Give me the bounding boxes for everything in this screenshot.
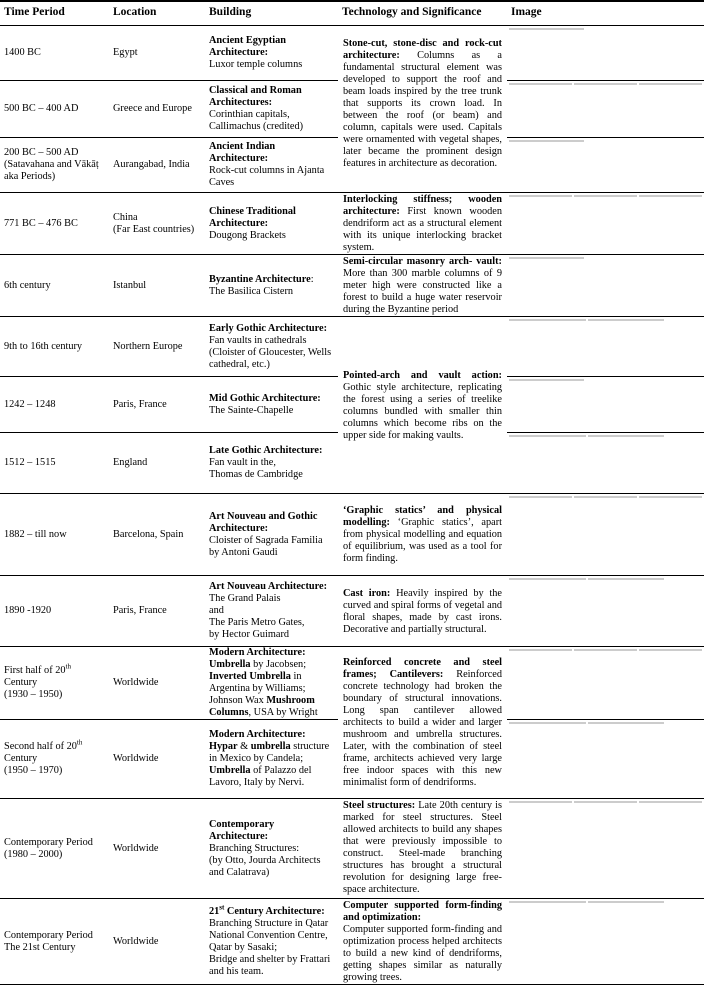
- header-technology: Technology and Significance: [342, 6, 482, 18]
- architecture-photo: [509, 257, 584, 259]
- table-row: [0, 576, 704, 647]
- time-period: Second half of 20th Century (1950 – 1970): [4, 738, 83, 776]
- building-text-part: structure in Mexico by Candela;: [209, 741, 330, 764]
- building-text-part: Mushroom Columns: [209, 695, 315, 718]
- architecture-photo: [509, 578, 586, 580]
- building-text-part: Umbrella: [209, 765, 251, 776]
- image-cell: [507, 720, 704, 799]
- image-cell: [507, 317, 704, 377]
- location: Worldwide: [113, 935, 159, 947]
- architecture-photo: [509, 319, 586, 321]
- image-cell: [507, 377, 704, 433]
- image-cell: [507, 899, 704, 985]
- header-location: Location: [113, 6, 157, 18]
- location: China (Far East countries): [113, 211, 195, 235]
- image-cell: [507, 26, 704, 81]
- building-text-part: by Jacobsen;: [250, 659, 307, 670]
- location: Worldwide: [113, 677, 159, 688]
- time-period: 1242 – 1248: [4, 398, 56, 410]
- architecture-photo: [639, 649, 702, 651]
- header-image: Image: [511, 6, 542, 18]
- technology-significance: Cast iron: Heavily inspired by the curved and spiral forms of vegetal and floral shapes, made by cast irons. Decorative and partially structural.: [343, 587, 502, 635]
- architecture-photo: [574, 83, 637, 85]
- architecture-photo: [509, 722, 586, 724]
- architecture-photo: [509, 901, 586, 903]
- image-cell: [507, 647, 704, 720]
- location: England: [113, 457, 148, 468]
- building: Early Gothic Architecture: Fan vaults in cathedrals (Cloister of Gloucester, Wells cathedral, etc.): [209, 322, 332, 370]
- building-text-part: Inverted Umbrella: [209, 671, 291, 682]
- technology-significance: Computer supported form-finding and optimization: Computer supported form-finding and optimization process helped architects to build a new kind of dendriforms, getting shapes similar as naturally growing trees.: [343, 900, 502, 983]
- header-row: [0, 1, 704, 26]
- time-period: 9th to 16th century: [4, 340, 83, 352]
- location: Egypt: [113, 47, 138, 58]
- technology-significance: Reinforced concrete and steel frames; Cantilevers: Reinforced concrete technology had broken the boundary of structural innovations. Long span cantilever allowed architects to build a wider and larger mushroom and umbrella structures. Later, with the combination of steel frame, architects achieved very large free indoor spaces with this new minimalist form of dendriforms.: [343, 657, 502, 788]
- building: Ancient Indian Architecture: Rock-cut columns in Ajanta Caves: [209, 141, 325, 188]
- building-text-part: Hypar: [209, 741, 238, 752]
- architecture-photo: [639, 496, 702, 498]
- architecture-photo: [509, 140, 584, 142]
- architecture-photo: [574, 195, 637, 197]
- building: Modern Architecture: Hypar & umbrella structure in Mexico by Candela; Umbrella of Palazzo del Lavoro, Italy by Nervi.: [209, 729, 330, 788]
- location: Greece and Europe: [113, 103, 192, 114]
- building: 21st Century Architecture: Branching Structure in Qatar National Convention Centre, Qatar by Sasaki; Bridge and shelter by Frattari and his team.: [209, 903, 331, 977]
- technology-significance: ‘Graphic statics’ and physical modelling: ‘Graphic statics’, apart from physical modelling and equation of equilibrium, was used as a tool for form finding.: [343, 505, 502, 564]
- architecture-photo: [509, 435, 586, 437]
- table-row: [0, 193, 704, 255]
- technology-significance: Pointed-arch and vault action: Gothic style architecture, replicating the forest using a series of treelike columns bundled with smaller thin columns which become ribs on the upper side for making vaults.: [343, 369, 502, 441]
- building: Classical and Roman Architectures: Corinthian capitals, Callimachus (credited): [209, 85, 304, 132]
- architecture-photo: [639, 801, 702, 803]
- building-text-part: umbrella: [250, 741, 291, 752]
- time-period: 500 BC – 400 AD: [4, 103, 79, 114]
- architecture-photo: [588, 319, 665, 321]
- architecture-photo: [574, 801, 637, 803]
- architecture-photo: [588, 578, 665, 580]
- architecture-photo: [509, 649, 572, 651]
- image-cell: [507, 433, 704, 494]
- header-time-period: Time Period: [4, 6, 65, 18]
- time-period: 1512 – 1515: [4, 457, 56, 468]
- image-cell: [507, 138, 704, 193]
- technology-significance: Interlocking stiffness; wooden architecture: First known wooden dendriform act as a structural element with its unique interlocking bracket system.: [343, 194, 502, 253]
- building: Chinese Traditional Architecture: Dougong Brackets: [209, 205, 296, 241]
- technology-significance: Stone-cut, stone-disc and rock-cut architecture: Columns as a fundamental structural element was developed to support the roof and beam loads inspired by the tree trunk that supports its crown load. In between the roof (or beam) and column, capitals were used. Capitals were ornamented with vegetal shapes, later became the prominent design features in architecture as decoration.: [343, 38, 502, 169]
- image-cell: [507, 81, 704, 138]
- time-period: 6th century: [4, 279, 51, 291]
- architecture-photo: [509, 496, 572, 498]
- building-text-part: Umbrella: [209, 659, 251, 670]
- building: Mid Gothic Architecture: The Sainte-Chapelle: [209, 392, 321, 416]
- building: Modern Architecture: Umbrella by Jacobsen; Inverted Umbrella in Argentina by Williams; Johnson Wax Mushroom Columns, USA by Wright: [209, 647, 318, 718]
- building-text-part: of Palazzo del Lavoro, Italy by Nervi.: [209, 765, 312, 788]
- time-period: 1400 BC: [4, 47, 41, 58]
- time-period: Contemporary Period The 21st Century: [4, 929, 93, 953]
- architecture-photo: [509, 379, 584, 381]
- location: Istanbul: [113, 279, 147, 291]
- building: Late Gothic Architecture: Fan vault in the, Thomas de Cambridge: [209, 445, 323, 480]
- location: Paris, France: [113, 398, 167, 410]
- architecture-photo: [509, 28, 584, 30]
- building: Ancient Egyptian Architecture: Luxor temple columns: [209, 35, 303, 70]
- architecture-photo: [639, 83, 702, 85]
- architecture-photo: [574, 496, 637, 498]
- table-row: [0, 899, 704, 985]
- building-text-part: , USA by Wright: [248, 707, 318, 718]
- table-row: [0, 494, 704, 576]
- building: Contemporary Architecture: Branching Structures: (by Otto, Jourda Architects and Calatrava): [209, 818, 321, 878]
- location: Worldwide: [113, 753, 159, 764]
- architecture-photo: [509, 801, 572, 803]
- location: Worldwide: [113, 842, 159, 854]
- table-row: [0, 317, 704, 377]
- time-period: First half of 20th Century (1930 – 1950): [4, 662, 71, 700]
- technology-significance: Steel structures: Late 20th century is marked for steel structures. Steel allowed architects to build any shapes that were previously impossible to construct. Steel-made branching structures has brought a structural revolution for designing large free-space architecture.: [343, 800, 502, 895]
- time-period: 771 BC – 476 BC: [4, 217, 78, 229]
- time-period: 1890 -1920: [4, 605, 52, 616]
- image-cell: [507, 193, 704, 255]
- architecture-photo: [588, 901, 665, 903]
- table-row: [0, 255, 704, 317]
- image-cell: [507, 255, 704, 317]
- building: Art Nouveau and Gothic Architecture: Cloister of Sagrada Familia by Antoni Gaudi: [209, 510, 323, 558]
- building-text-part: &: [237, 741, 251, 752]
- image-cell: [507, 576, 704, 647]
- location: Paris, France: [113, 605, 167, 616]
- technology-significance: Semi-circular masonry arch- vault: More than 300 marble columns of 9 meter high were constructed like a forest to build a huge water reservoir during the Byzantine period: [343, 256, 502, 315]
- location: Aurangabad, India: [113, 159, 190, 170]
- location: Barcelona, Spain: [113, 528, 184, 540]
- image-cell: [507, 494, 704, 576]
- architecture-photo: [588, 722, 665, 724]
- table-row: [0, 799, 704, 899]
- table-row: [0, 647, 704, 720]
- architecture-photo: [509, 83, 572, 85]
- building: Byzantine Architecture: The Basilica Cistern: [209, 273, 314, 297]
- architecture-photo: [639, 195, 702, 197]
- building-text-part: in Argentina by Williams; Johnson Wax: [209, 671, 306, 706]
- time-period: 1882 – till now: [4, 528, 67, 540]
- header-building: Building: [209, 6, 252, 18]
- time-period: 200 BC – 500 AD (Satavahana and Vākāṭ aka Periods): [4, 147, 99, 182]
- architecture-photo: [509, 195, 572, 197]
- architecture-photo: [574, 649, 637, 651]
- image-cell: [507, 799, 704, 899]
- table-row: [0, 26, 704, 81]
- architecture-photo: [588, 435, 665, 437]
- building: Art Nouveau Architecture: The Grand Palais and The Paris Metro Gates, by Hector Guimard: [209, 581, 328, 640]
- location: Northern Europe: [113, 340, 183, 352]
- time-period: Contemporary Period (1980 – 2000): [4, 836, 93, 860]
